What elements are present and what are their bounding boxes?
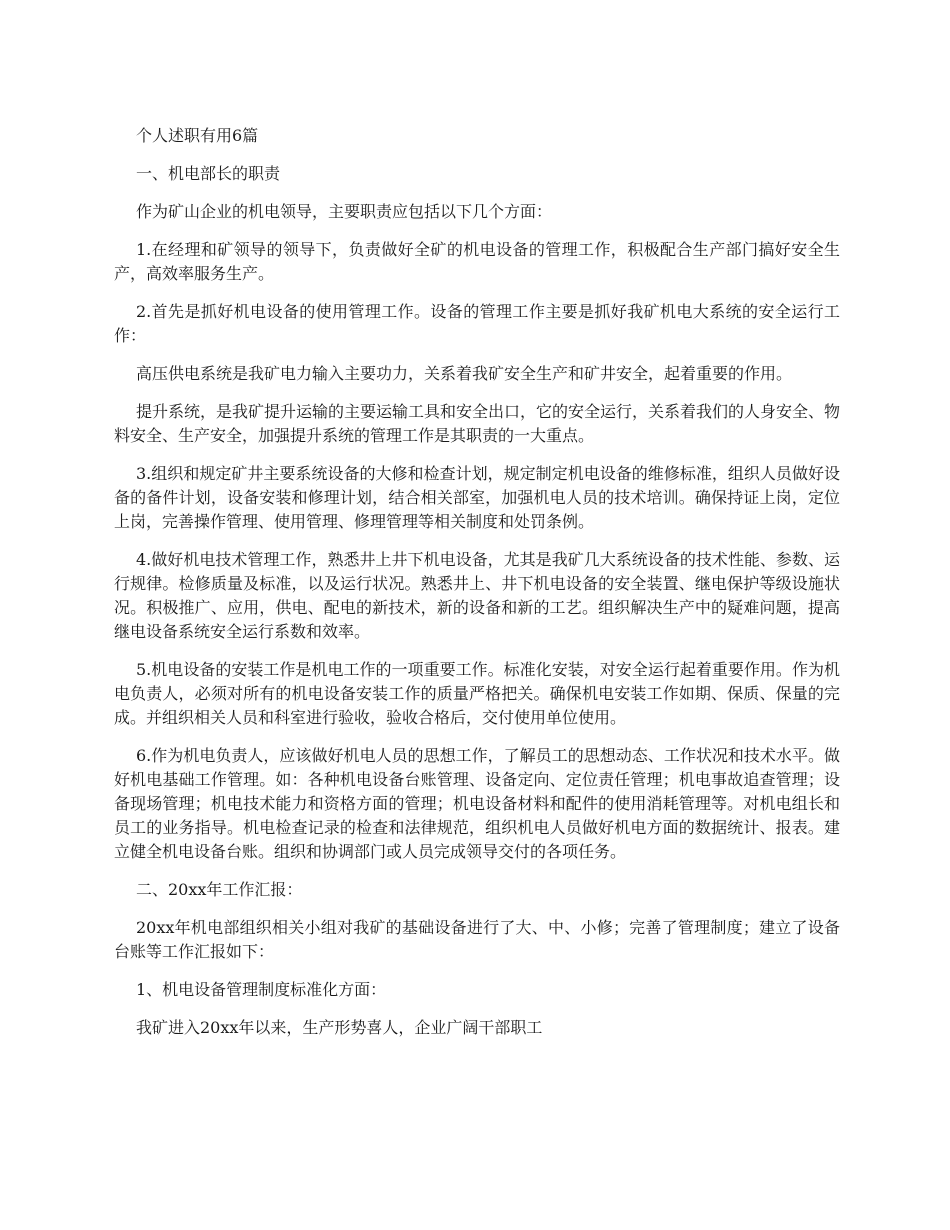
paragraph-hoisting: 提升系统，是我矿提升运输的主要运输工具和安全出口，它的安全运行，关系着我们的人身安全、物料安全、生产安全，加强提升系统的管理工作是其职责的一大重点。 <box>114 402 841 445</box>
paragraph-report-intro: 20xx年机电部组织相关小组对我矿的基础设备进行了大、中、小修；完善了管理制度；建立了设备台账等工作汇报如下： <box>114 918 840 961</box>
paragraph-item-6: 6.作为机电负责人，应该做好机电人员的思想工作，了解员工的思想动态、工作状况和技术水平。做好机电基础工作管理。如：各种机电设备台账管理、设备定向、定位责任管理；机电事故追查管理；设备现场管理；机电技术能力和资格方面的管理；机电设备材料和配件的使用消耗管理等。对机电组长和员工的业务指导。机电检查记录的检查和法律规范，组织机电人员做好机电方面的数据统计、报表。建立健全机电设备台账。组织和协调部门或人员完成领导交付的各项任务。 <box>114 746 840 861</box>
paragraph-item-1: 1.在经理和矿领导的领导下，负责做好全矿的机电设备的管理工作，积极配合生产部门搞好安全生产，高效率服务生产。 <box>114 240 840 283</box>
document-page <box>114 124 840 1054</box>
paragraph-high-voltage: 高压供电系统是我矿电力输入主要功力，关系着我矿安全生产和矿井安全，起着重要的作用。 <box>136 364 793 383</box>
paragraph-item-2: 2.首先是抓好机电设备的使用管理工作。设备的管理工作主要是抓好我矿机电大系统的安全运行工作： <box>114 302 840 345</box>
paragraph-item-4: 4.做好机电技术管理工作，熟悉井上井下机电设备，尤其是我矿几大系统设备的技术性能、参数、运行规律。检修质量及标准，以及运行状况。熟悉井上、井下机电设备的安全装置、继电保护等级设施状况。积极推广、应用，供电、配电的新技术，新的设备和新的工艺。组织解决生产中的疑难问题，提高继电设备系统安全运行系数和效率。 <box>114 550 840 641</box>
paragraph-item-5: 5.机电设备的安装工作是机电工作的一项重要工作。标准化安装，对安全运行起着重要作用。作为机电负责人，必须对所有的机电设备安装工作的质量严格把关。确保机电安装工作如期、保质、保量的完成。并组织相关人员和科室进行验收，验收合格后，交付使用单位使用。 <box>114 660 840 727</box>
paragraph-item-3: 3.组织和规定矿井主要系统设备的大修和检查计划，规定制定机电设备的维修标准，组织人员做好设备的备件计划，设备安装和修理计划，结合相关部室，加强机电人员的技术培训。确保持证上岗，定位上岗，完善操作管理、使用管理、修理管理等相关制度和处罚条例。 <box>114 464 840 531</box>
section-heading-2: 二、20xx年工作汇报： <box>136 880 303 899</box>
section-heading-1: 一、机电部长的职责 <box>136 164 281 183</box>
paragraph-intro: 作为矿山企业的机电领导，主要职责应包括以下几个方面： <box>136 202 553 221</box>
subsection-heading-1: 1、机电设备管理制度标准化方面： <box>136 980 387 999</box>
paragraph-final: 我矿进入20xx年以来，生产形势喜人，企业广阔干部职工 <box>136 1018 543 1037</box>
document-title: 个人述职有用6篇 <box>136 126 259 145</box>
